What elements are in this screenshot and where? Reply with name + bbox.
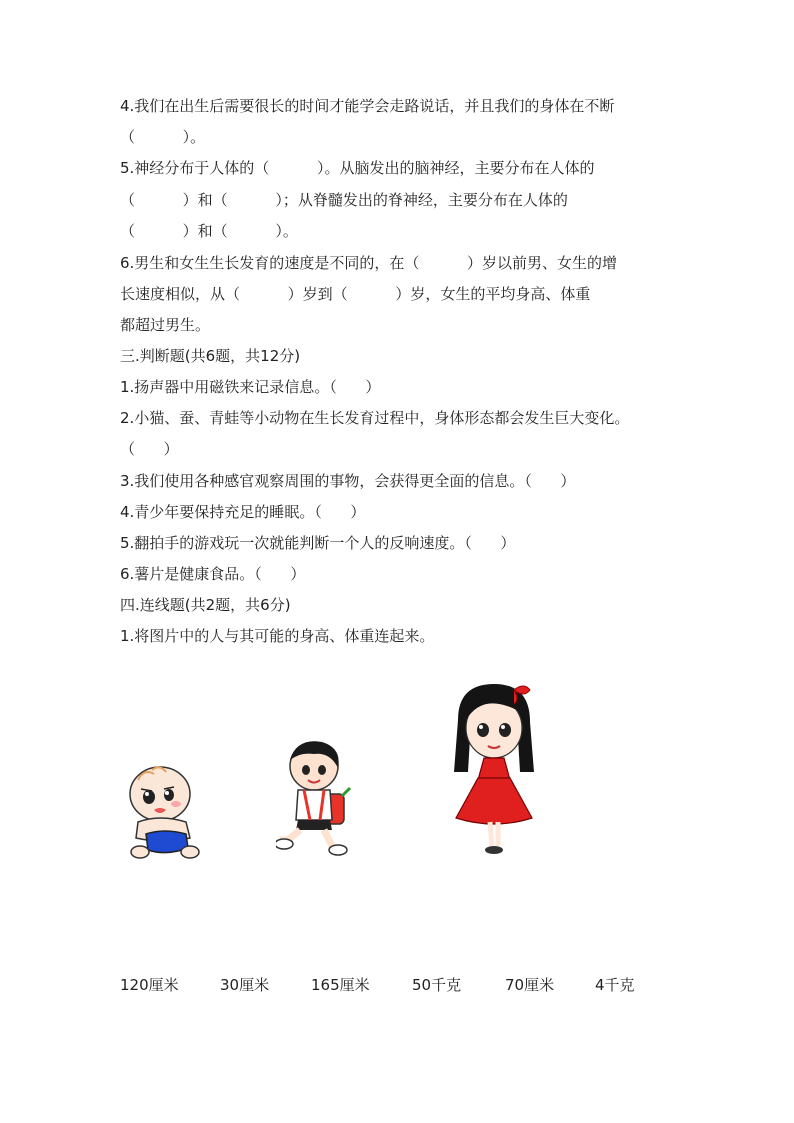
option-30cm: 30厘米 <box>220 976 270 994</box>
question-6-line-1: 6.男生和女生生长发育的速度是不同的，在（ ）岁以前男、女生的增 <box>120 254 617 272</box>
question-5-line-3: （ ）和（ ）。 <box>120 222 298 240</box>
question-5-line-1: 5.神经分布于人体的（ ）。从脑发出的脑神经，主要分布在人体的 <box>120 159 595 177</box>
option-4kg: 4千克 <box>595 976 635 994</box>
option-120cm: 120厘米 <box>120 976 179 994</box>
baby-figure <box>124 764 202 860</box>
judge-3: 3.我们使用各种感官观察周围的事物，会获得更全面的信息。（ ） <box>120 472 576 490</box>
judge-2-line-1: 2.小猫、蚕、青蛙等小动物在生长发育过程中，身体形态都会发生巨大变化。 <box>120 409 630 427</box>
section-4-heading: 四.连线题(共2题，共6分) <box>120 596 291 614</box>
judge-1: 1.扬声器中用磁铁来记录信息。（ ） <box>120 378 381 396</box>
question-6-line-2: 长速度相似，从（ ）岁到（ ）岁，女生的平均身高、体重 <box>120 285 591 303</box>
judge-6: 6.薯片是健康食品。（ ） <box>120 565 306 583</box>
section-3-heading: 三.判断题(共6题，共12分) <box>120 347 301 365</box>
question-4-line-1: 4.我们在出生后需要很长的时间才能学会走路说话，并且我们的身体在不断 <box>120 97 615 115</box>
question-6-line-3: 都超过男生。 <box>120 316 211 334</box>
schoolboy-figure <box>276 738 356 858</box>
option-50kg: 50千克 <box>412 976 462 994</box>
judge-2-line-2: （ ） <box>120 440 179 458</box>
judge-4: 4.青少年要保持充足的睡眠。（ ） <box>120 503 366 521</box>
question-4-line-2: （ ）。 <box>120 128 206 146</box>
judge-5: 5.翻拍手的游戏玩一次就能判断一个人的反响速度。（ ） <box>120 534 516 552</box>
girl-in-red-dress-figure <box>444 680 544 860</box>
option-70cm: 70厘米 <box>505 976 555 994</box>
option-165cm: 165厘米 <box>311 976 370 994</box>
question-5-line-2: （ ）和（ ）；从脊髓发出的脊神经，主要分布在人体的 <box>120 191 568 209</box>
matching-question-1: 1.将图片中的人与其可能的身高、体重连起来。 <box>120 627 435 645</box>
